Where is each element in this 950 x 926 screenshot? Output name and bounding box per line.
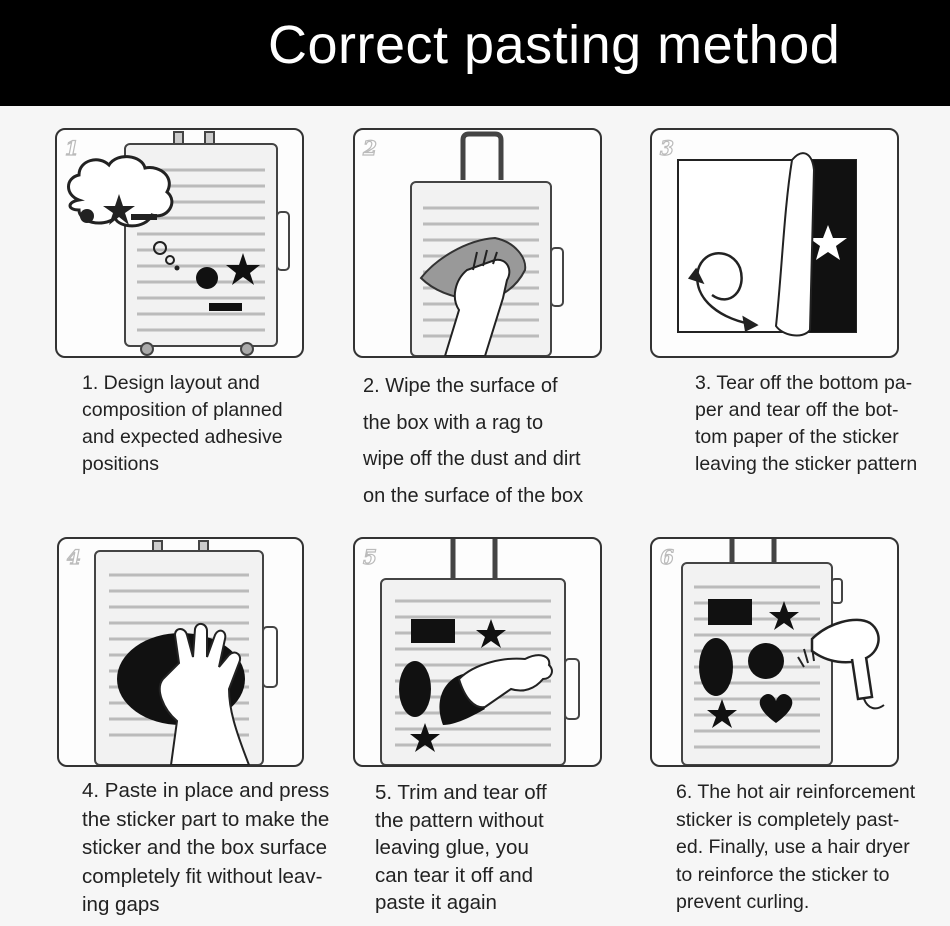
step-5-caption bbox=[375, 779, 547, 917]
caption-line: prevent curling. bbox=[676, 891, 810, 913]
step-1-badge: 1 bbox=[65, 136, 79, 160]
caption-line: ing gaps bbox=[82, 893, 160, 916]
circle-sticker-icon bbox=[196, 267, 218, 289]
step-6-badge: 6 bbox=[660, 545, 674, 569]
caption-line: the pattern without bbox=[375, 808, 544, 832]
caption-line: the sticker part to make the bbox=[82, 807, 330, 831]
step-2-badge: 2 bbox=[363, 136, 377, 160]
oval-sticker-icon bbox=[399, 661, 431, 717]
caption-line: composition of planned bbox=[82, 399, 283, 421]
caption-line: tom paper of the sticker bbox=[695, 426, 899, 448]
page-title: Correct pasting method bbox=[268, 15, 841, 75]
caption-line: leaving the sticker pattern bbox=[695, 453, 918, 475]
caption-line: 3. Tear off the bottom pa- bbox=[695, 372, 913, 394]
caption-line: 6. The hot air reinforcement bbox=[676, 781, 916, 803]
step-4-caption bbox=[82, 777, 329, 920]
caption-line: and expected adhesive bbox=[82, 426, 283, 448]
caption-line: wipe off the dust and dirt bbox=[363, 448, 581, 470]
caption-line: paste it again bbox=[375, 891, 497, 914]
caption-line: the box with a rag to bbox=[363, 411, 544, 434]
caption-line: leaving glue, you bbox=[375, 836, 529, 859]
step-6-illustration bbox=[650, 537, 899, 767]
suitcase bbox=[125, 132, 289, 355]
caption-line: ed. Finally, use a hair dryer bbox=[676, 836, 910, 858]
caption-line: completely fit without leav- bbox=[82, 864, 323, 888]
bar-sticker-icon bbox=[209, 303, 242, 311]
step-2-illustration bbox=[353, 128, 602, 358]
caption-line: per and tear off the bot- bbox=[695, 399, 899, 421]
step-6-caption bbox=[676, 779, 915, 917]
circle-sticker-icon bbox=[748, 643, 784, 679]
step-2-caption bbox=[363, 368, 583, 514]
caption-line: 2. Wipe the surface of bbox=[363, 375, 558, 397]
step-5-illustration bbox=[353, 537, 602, 767]
caption-line: on the surface of the box bbox=[363, 484, 584, 507]
caption-line: 4. Paste in place and press bbox=[82, 779, 330, 802]
suitcase bbox=[381, 539, 579, 765]
caption-line: sticker and the box surface bbox=[82, 836, 327, 859]
step-1-caption bbox=[82, 370, 283, 478]
caption-line: 5. Trim and tear off bbox=[375, 781, 547, 804]
step-5-badge: 5 bbox=[363, 545, 377, 569]
caption-line: positions bbox=[82, 453, 159, 475]
title-banner bbox=[0, 0, 950, 106]
step-1-illustration bbox=[55, 128, 304, 358]
oval-sticker-icon bbox=[699, 638, 733, 696]
rect-sticker-icon bbox=[411, 619, 455, 643]
step-4-badge: 4 bbox=[67, 545, 81, 569]
caption-line: 1. Design layout and bbox=[82, 372, 260, 394]
caption-line: to reinforce the sticker to bbox=[676, 863, 890, 886]
step-3-caption bbox=[695, 370, 917, 478]
step-3-badge: 3 bbox=[660, 136, 674, 160]
step-3-illustration bbox=[650, 128, 899, 358]
rect-sticker-icon bbox=[708, 599, 752, 625]
step-4-illustration bbox=[57, 537, 304, 767]
caption-line: sticker is completely past- bbox=[676, 808, 900, 831]
caption-line: can tear it off and bbox=[375, 863, 534, 887]
